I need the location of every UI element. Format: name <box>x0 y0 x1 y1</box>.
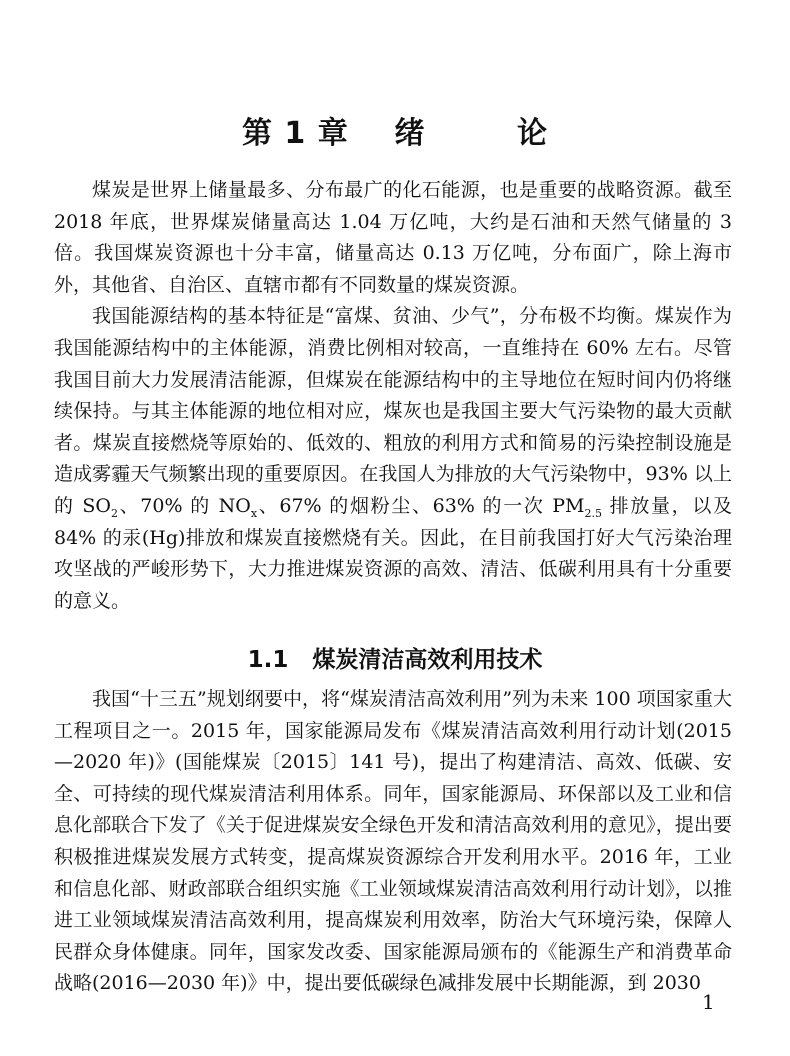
intro-text <box>54 175 732 617</box>
section-text <box>54 684 732 1000</box>
subscript-pm25: 2.5 <box>584 506 602 520</box>
paragraph-text: 排放量，以及 84% 的汞(Hg)排放和煤炭直接燃烧有关。因此，在目前我国打好大气污染治理攻坚战的严峻形势下，大力推进煤炭资源的高效、清洁、低碳利用具有十分重要的意义。 <box>54 494 733 612</box>
paragraph-text: 、67% 的烟粉尘、63% 的一次 PM <box>257 494 585 517</box>
subscript-nox: x <box>250 506 258 520</box>
subscript-so2: 2 <box>110 506 118 520</box>
paragraph-coal-reserves: 煤炭是世界上储量最多、分布最广的化石能源，也是重要的战略资源。截至 2018 年底，世界煤炭储量高达 1.04 万亿吨，大约是石油和天然气储量的 3 倍。我国煤炭资源也十分丰富，储量高达 0.13 万亿吨，分布面广，除上海市外，其他省、自治区、直辖市都有不同数量的煤炭资源。 <box>54 179 732 296</box>
paragraph-text: 我国能源结构的基本特征是“富煤、贫油、少气”，分布极不均衡。煤炭作为我国能源结构中的主体能源，消费比例相对较高，一直维持在 60% 左右。尽管我国目前大力发展清洁能源，但煤炭在能源结构中的主导地位在短时间内仍将继续保持。与其主体能源的地位相对应，煤灰也是我国主要大气污染物的最大贡献者。煤炭直接燃烧等原始的、低效的、粗放的利用方式和简易的污染控制设施是造成雾霾天气频繁出现的重要原因。在我国人为排放的大气污染物中，93% 以上的 SO <box>54 305 732 517</box>
chapter-title: 第 1 章 绪 论 <box>241 116 549 152</box>
page-number: 1 <box>702 990 715 1014</box>
section-title: 1.1 煤炭清洁高效利用技术 <box>247 647 543 674</box>
paragraph-policy: 我国“十三五”规划纲要中，将“煤炭清洁高效利用”列为未来 100 项国家重大工程项目之一。2015 年，国家能源局发布《煤炭清洁高效利用行动计划(2015—2020 年)》(国能煤炭〔2015〕141 号)，提出了构建清洁、高效、低碳、安全、可持续的现代煤炭清洁利用体系。同年，国家能源局、环保部以及工业和信息化部联合下发了《关于促进煤炭安全绿色开发和清洁高效利用的意见》，提出要积极推进煤炭发展方式转变，提高煤炭资源综合开发利用水平。2016 年，工业和信息化部、财政部联合组织实施《工业领域煤炭清洁高效利用行动计划》，以推进工业领域煤炭清洁高效利用，提高煤炭利用效率，防治大气环境污染，保障人民群众身体健康。同年，国家发改委、国家能源局颁布的《能源生产和消费革命战略(2016—2030 年)》中，提出要低碳绿色减排发展中长期能源，到 2030 <box>54 688 732 995</box>
paragraph-text: 、70% 的 NO <box>117 494 251 517</box>
paragraph-energy-structure <box>54 301 732 617</box>
